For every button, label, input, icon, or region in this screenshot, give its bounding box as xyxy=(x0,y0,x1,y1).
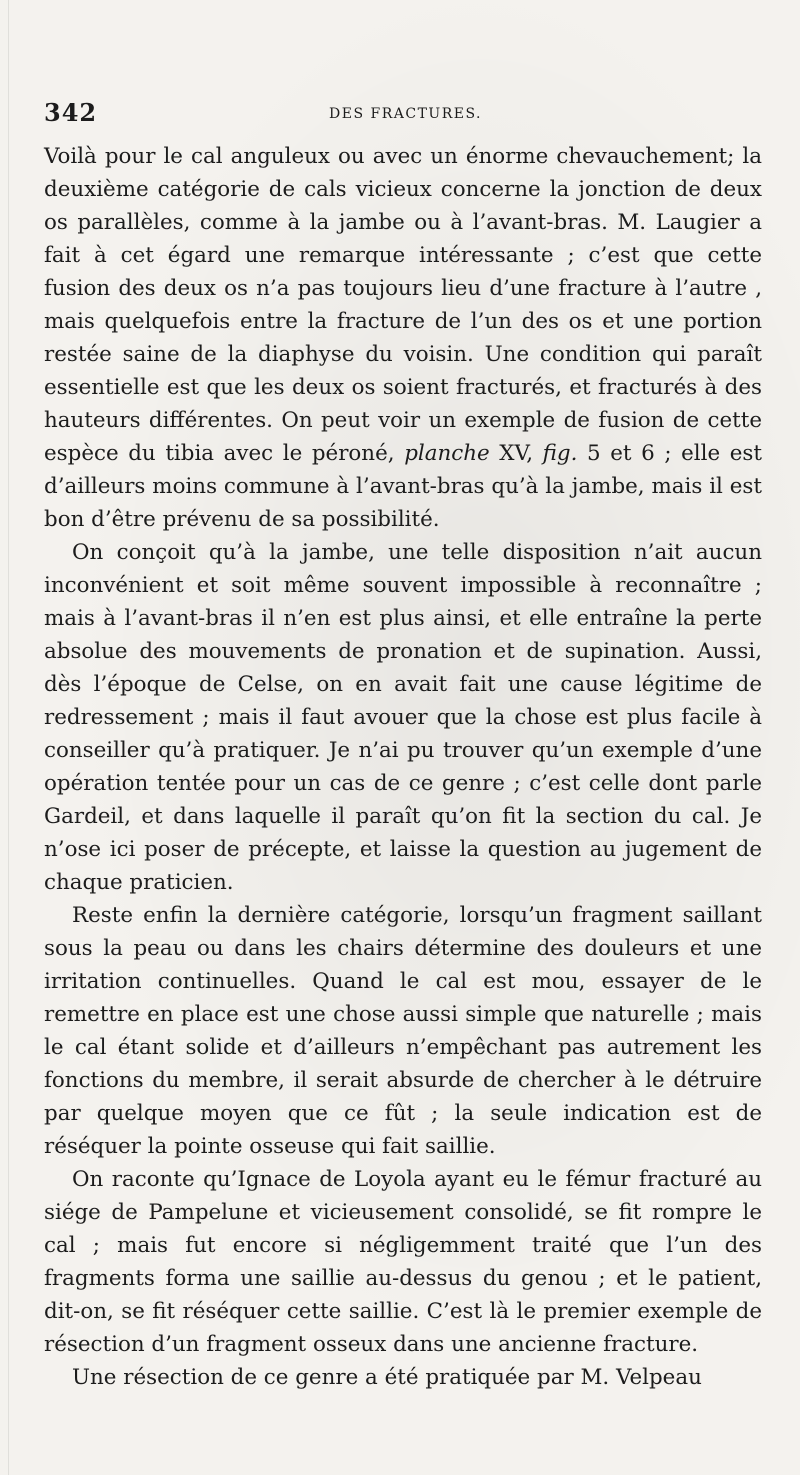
paragraph-3: Reste enfin la dernière catégorie, lorsqu’un fragment saillant sous la peau ou dans les chairs détermine des douleurs et une irritation continuelles. Quand le cal est mou, essayer de le remettre en place est une chose aussi simple que naturelle ; mais le cal étant solide et d’ailleurs n’empêchant pas autrement les fonctions du membre, il serait absurde de chercher à le détruire par quelque moyen que ce fût ; la seule indication est de réséquer la pointe osseuse qui fait saillie. xyxy=(44,903,762,1159)
page-header xyxy=(44,98,760,128)
fig-ref: fig. xyxy=(542,441,578,466)
paragraph-5: Une résection de ce genre a été pratiquée par M. Velpeau xyxy=(72,1365,702,1390)
page-edge xyxy=(8,0,9,1475)
paragraph-4: On raconte qu’Ignace de Loyola ayant eu le fémur fracturé au siége de Pampelune et vicieusement consolidé, se fit rompre le cal ; mais fut encore si négligemment traité que l’un des fragments forma une saillie au-dessus du genou ; et le patient, dit-on, se fit réséquer cette saillie. C’est là le premier exemple de résection d’un fragment osseux dans une ancienne fracture. xyxy=(44,1167,762,1357)
planche-ref: planche xyxy=(404,441,490,466)
body-text xyxy=(44,140,762,1394)
running-title: DES FRACTURES. xyxy=(329,106,483,122)
page-number: 342 xyxy=(44,98,98,127)
paragraph-2: On conçoit qu’à la jambe, une telle disposition n’ait aucun inconvénient et soit même souvent impossible à reconnaître ; mais à l’avant-bras il n’en est plus ainsi, et elle entraîne la perte absolue des mouvements de pronation et de supination. Aussi, dès l’époque de Celse, on en avait fait une cause légitime de redressement ; mais il faut avouer que la chose est plus facile à conseiller qu’à pratiquer. Je n’ai pu trouver qu’un exemple d’une opération tentée pour un cas de ce genre ; c’est celle dont parle Gardeil, et dans laquelle il paraît qu’on fit la section du cal. Je n’ose ici poser de précepte, et laisse la question au jugement de chaque praticien. xyxy=(44,540,762,895)
paragraph-1: Voilà pour le cal anguleux ou avec un énorme chevauchement; la deuxième catégorie de cals vicieux concerne la jonction de deux os parallèles, comme à la jambe ou à l’avant-bras. M. Laugier a fait à cet égard une remarque intéressante ; c’est que cette fusion des deux os n’a pas toujours lieu d’une fracture à l’autre , mais quelquefois entre la fracture de l’un des os et une portion restée saine de la diaphyse du voisin. Une condition qui paraît essentielle est que les deux os soient fracturés, et fracturés à des hauteurs différentes. On peut voir un exemple de fusion de cette espèce du tibia avec le péroné, planche XV, fig. 5 et 6 ; elle est d’ailleurs moins commune à l’avant-bras qu’à la jambe, mais il est bon d’être prévenu de sa possibilité. xyxy=(44,144,762,532)
